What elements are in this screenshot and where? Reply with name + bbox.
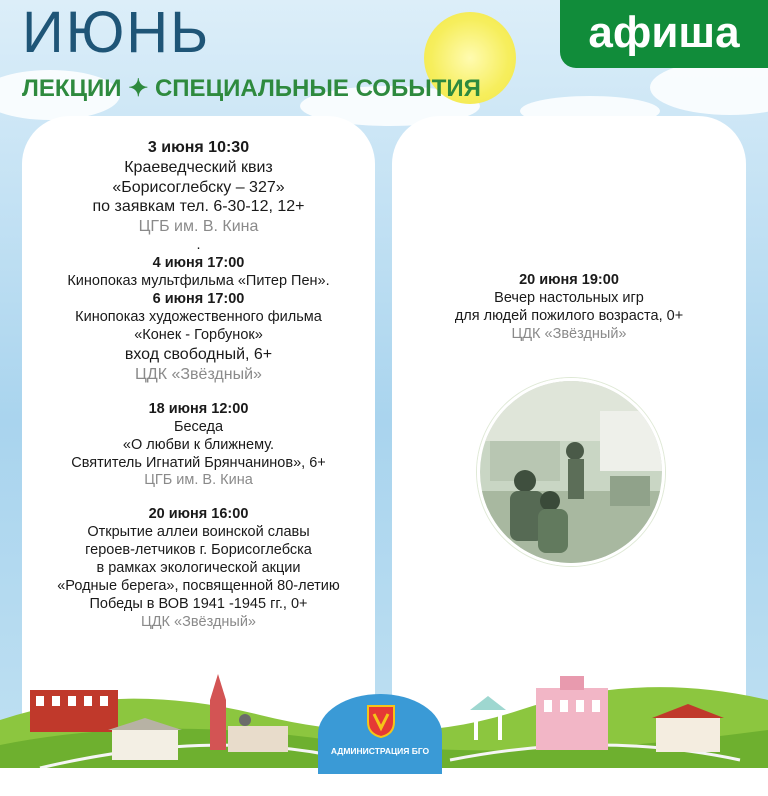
event-date: 3 июня 10:30 [147,139,250,156]
building-right [536,676,608,750]
left-events-list [22,138,375,632]
event-title: «Конек - Горбунок» [134,326,263,343]
event-title: Краеведческий квиз [124,158,273,176]
event-title: Беседа [173,418,224,435]
separator-dot: . [196,237,201,254]
right-events-list [392,272,746,344]
event-photo-illustration [480,381,662,563]
event-venue: ЦДК «Звёздный» [141,614,256,631]
event-title: Открытие аллеи воинской славы [87,524,310,541]
event-title: «О любви к ближнему. [122,436,275,453]
event-title: Кинопоказ мультфильма «Питер Пен». [67,273,330,290]
crest-icon [366,704,396,738]
event-details: «Родные берега», посвященной 80-летию [57,578,340,595]
administration-label: АДМИНИСТРАЦИЯ БГО [330,746,430,756]
event-details: Победы в ВОВ 1941 -1945 гг., 0+ [89,596,308,613]
event-title: Вечер настольных игр [494,289,644,306]
event-details: в рамках экологической акции [96,560,301,577]
event-date: 18 июня 12:00 [148,400,249,417]
event-venue: ЦДК «Звёздный» [135,365,262,383]
event-photo [477,378,665,566]
event-venue: ЦГБ им. В. Кина [144,472,253,489]
event-block [22,255,375,291]
event-details: Святитель Игнатий Брянчанинов», 6+ [71,454,326,471]
event-details: по заявкам тел. 6-30-12, 12+ [92,198,305,216]
event-details: вход свободный, 6+ [124,345,273,363]
event-date: 20 июня 16:00 [148,506,249,523]
page-subtitle: ЛЕКЦИИ ✦ СПЕЦИАЛЬНЫЕ СОБЫТИЯ [22,75,481,102]
event-block [22,291,375,385]
afisha-badge: афиша [560,0,768,68]
event-date: 6 июня 17:00 [152,291,245,308]
event-block [22,401,375,491]
event-date: 20 июня 19:00 [519,272,619,288]
event-block [22,138,375,255]
event-title: героев-летчиков г. Борисоглебска [85,542,312,559]
event-block [22,506,375,632]
event-date: 4 июня 17:00 [152,255,245,272]
event-title: Кинопоказ художественного фильма [75,309,322,326]
event-venue: ЦГБ им. В. Кина [138,218,259,236]
event-details: для людей пожилого возраста, 0+ [454,307,684,324]
building-left [30,684,118,732]
page-title: ИЮНЬ [22,0,211,65]
event-venue: ЦДК «Звёздный» [511,325,627,342]
event-title: «Борисоглебску – 327» [112,178,285,196]
